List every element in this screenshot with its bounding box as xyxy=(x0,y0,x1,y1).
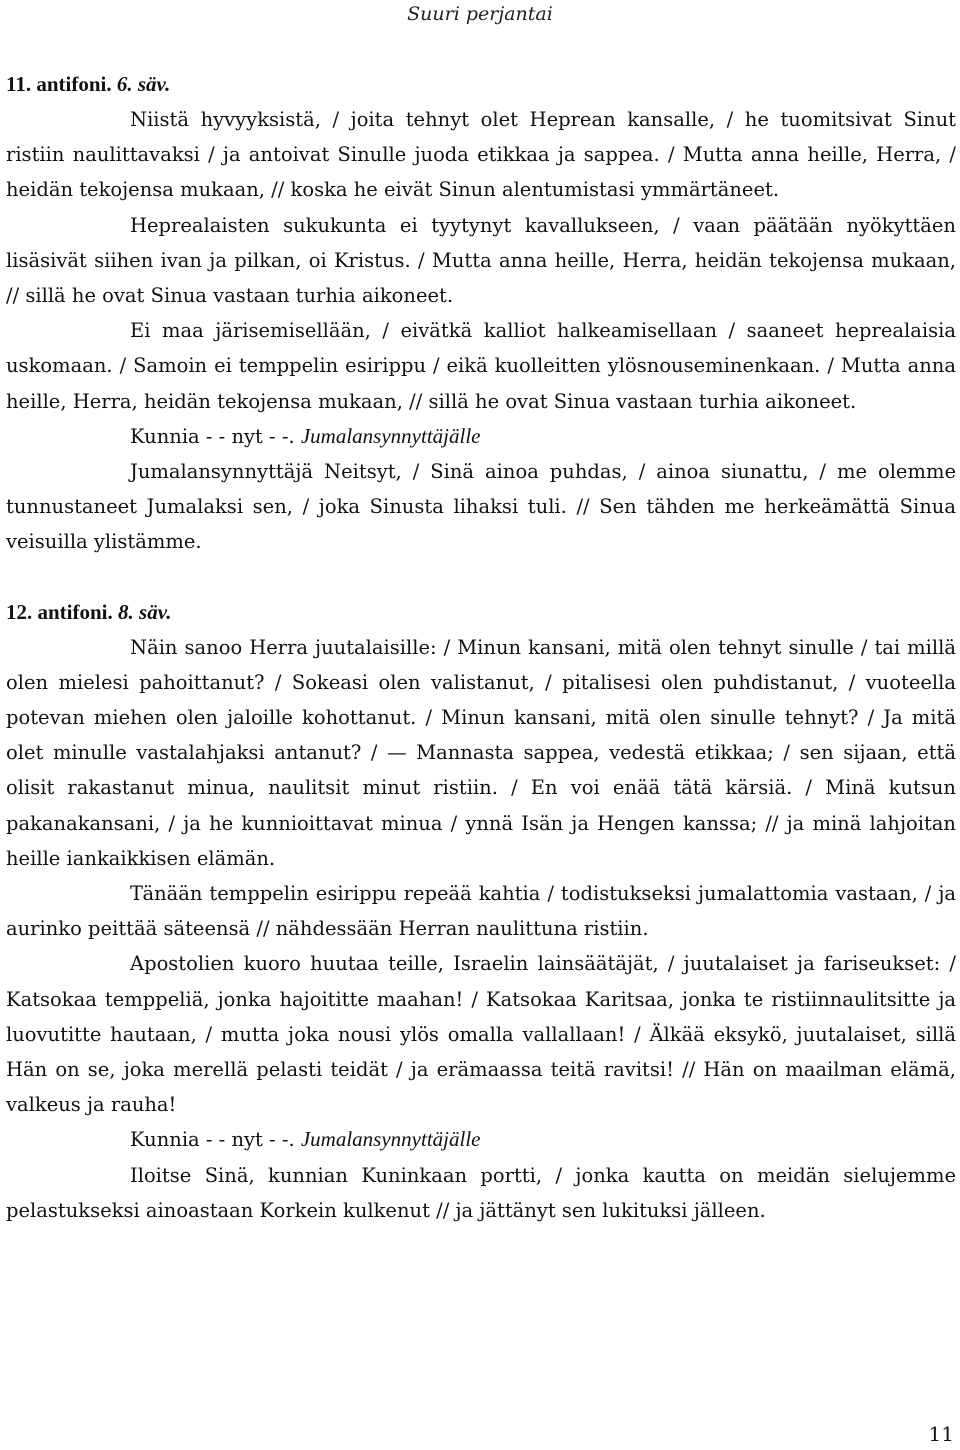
antiphon-section-12 xyxy=(6,594,956,1228)
antiphon-number: 11. antifoni. xyxy=(6,72,112,96)
verse-paragraph: Niistä hyvyyksistä, / joita tehnyt olet Heprean kansalle, / he tuomitsivat Sinut ristiin naulittavaksi / ja antoivat Sinulle juoda etikkaa ja sappea. / Mutta anna heille, Herra, / heidän tekojensa mukaan, // koska he eivät Sinun alentumistasi ymmärtäneet. xyxy=(6,108,956,202)
verse-paragraph: Näin sanoo Herra juutalaisille: / Minun kansani, mitä olen tehnyt sinulle / tai millä olen mielesi pahoittanut? / Sokeasi olen valistanut, / pitalisesi olen puhdistanut, / vuoteella potevan miehen olen jaloille kohottanut. / Minun kansani, mitä olen sinulle tehnyt? / Ja mitä olet minulle vastalahjaksi antanut? / — Mannasta sappea, vedestä etikkaa; / sen sijaan, että olisit rakastanut minua, naulitsit minut ristiin. / En voi enää tätä kärsiä. / Minä kutsun pakanakansani, / ja he kunnioittavat minua / ynnä Isän ja Hengen kanssa; // ja minä lahjoitan heille iankaikkisen elämän. xyxy=(6,635,956,870)
section-spacer xyxy=(6,560,956,594)
glory-text: Kunnia - - nyt - -. xyxy=(130,424,295,448)
tone-label: 8. säv. xyxy=(118,599,172,624)
tone-label: 6. säv. xyxy=(116,72,171,96)
section-heading xyxy=(6,66,956,102)
theotokion-label: Jumalansynnyttäjälle xyxy=(300,1127,481,1152)
theotokion-paragraph: Jumalansynnyttäjä Neitsyt, / Sinä ainoa puhdas, / ainoa siunattu, / me olemme tunnustaneet Jumalaksi sen, / joka Sinusta lihaksi tuli. // Sen tähden me herkeämättä Sinua veisuilla ylistämme. xyxy=(6,460,956,554)
verse-paragraph: Apostolien kuoro huutaa teille, Israelin lainsäätäjät, / juutalaiset ja fariseukset: / Katsokaa temppeliä, jonka hajoititte maahan! / Katsokaa Karitsaa, jonka te ristiinnaulitsitte ja luovutitte hautaan, / mutta joka nousi ylös omalla vallallaan! / Älkää eksykö, juutalaiset, sillä Hän on se, joka merellä pelasti teidät / ja erämaassa teitä ravitsi! // Hän on maailman elämä, valkeus ja rauha! xyxy=(6,952,956,1117)
verse-paragraph: Heprealaisten sukukunta ei tyytynyt kavallukseen, / vaan päätään nyökyttäen lisäsivät siihen ivan ja pilkan, oi Kristus. / Mutta anna heille, Herra, heidän tekojensa mukaan, // sillä he ovat Sinua vastaan turhia aikoneet. xyxy=(6,213,956,308)
section-heading xyxy=(6,594,956,630)
antiphon-number: 12. antifoni. xyxy=(6,599,113,624)
theotokion-label: Jumalansynnyttäjälle xyxy=(300,423,481,448)
theotokion-paragraph: Iloitse Sinä, kunnian Kuninkaan portti, / jonka kautta on meidän sielujemme pelastukseksi ainoastaan Korkein kulkenut // ja jättänyt sen lukituksi jälleen. xyxy=(6,1163,956,1222)
antiphon-section-11 xyxy=(6,66,956,560)
verse-paragraph: Tänään temppelin esirippu repeää kahtia / todistukseksi jumalattomia vastaan, / ja aurinko peittää säteensä // nähdessään Herran naulittuna ristiin. xyxy=(6,882,956,941)
glory-line xyxy=(6,419,956,454)
glory-line xyxy=(6,1122,956,1157)
running-header: Suuri perjantai xyxy=(407,3,553,25)
verse-paragraph: Ei maa järisemisellään, / eivätkä kalliot halkeamisellaan / saaneet heprealaisia uskomaan. / Samoin ei temppelin esirippu / eikä kuolleitten ylösnouseminenkaan. / Mutta anna heille, Herra, heidän tekojensa mukaan, // sillä he ovat Sinua vastaan turhia aikoneet. xyxy=(6,319,956,413)
document-body xyxy=(6,66,956,1228)
glory-text: Kunnia - - nyt - -. xyxy=(130,1128,295,1152)
page-number: 11 xyxy=(928,1422,954,1446)
